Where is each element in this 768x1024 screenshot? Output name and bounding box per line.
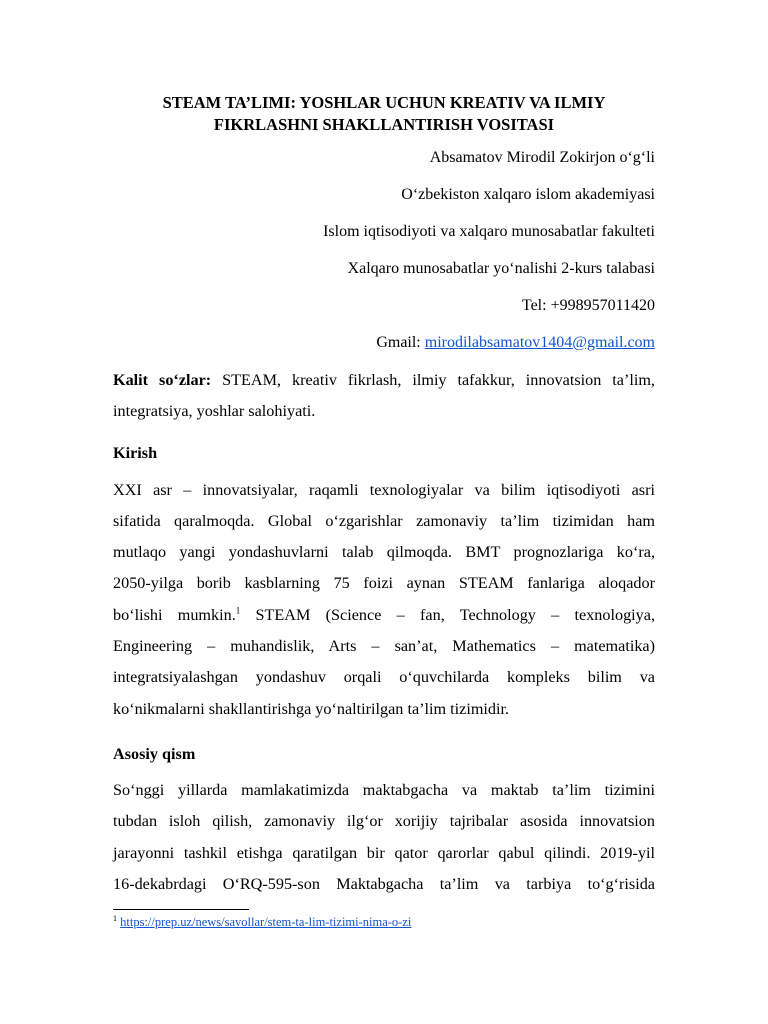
intro-line: 2050-yilga borib kasblarning 75 foizi aynan STEAM fanlariga aloqador: [113, 574, 655, 593]
keywords-line-1: [113, 365, 655, 396]
title-line-1: STEAM TA’LIMI: YOSHLAR UCHUN KREATIV VA ILMIY: [162, 93, 606, 112]
author-program: Xalqaro munosabatlar yo‘nalishi 2-kurs talabasi: [347, 260, 655, 277]
main-line: tubdan isloh qilish, zamonaviy ilg‘or xorijiy tajribalar asosida innovatsion: [113, 812, 655, 831]
paper-title: [113, 92, 655, 136]
gmail-label: Gmail:: [376, 334, 425, 351]
author-tel: Tel: +998957011420: [521, 297, 655, 314]
footnote-number: 1: [113, 913, 117, 923]
intro-line: [113, 600, 655, 631]
keywords-text-1: STEAM, kreativ fikrlash, ilmiy tafakkur, innovatsion ta’lim,: [211, 371, 655, 389]
gmail-link[interactable]: mirodilabsamatov1404@gmail.com: [424, 334, 655, 351]
intro-line: sifatida qaralmoqda. Global o‘zgarishlar zamonaviy ta’lim tizimidan ham: [113, 511, 655, 530]
main-line: So‘nggi yillarda mamlakatimizda maktabgacha va maktab ta’lim tizimini: [113, 780, 655, 799]
intro-heading: Kirish: [113, 443, 158, 462]
author-block: [113, 148, 655, 370]
intro-line: mutlaqo yangi yondashuvlarni talab qilmoqda. BMT prognozlariga ko‘ra,: [113, 543, 655, 562]
intro-line: integratsiyalashgan yondashuv orqali o‘quvchilarda kompleks bilim va: [113, 668, 655, 687]
author-name: Absamatov Mirodil Zokirjon o‘g‘li: [429, 149, 655, 166]
main-paragraph: [113, 775, 655, 900]
keywords-line-2: integratsiya, yoshlar salohiyati.: [113, 402, 316, 421]
title-line-2: FIKRLASHNI SHAKLLANTIRISH VOSITASI: [213, 115, 555, 134]
author-institution: O‘zbekiston xalqaro islom akademiyasi: [401, 186, 655, 203]
intro-paragraph: [113, 475, 655, 725]
keywords: [113, 365, 655, 428]
main-heading: Asosiy qism: [113, 744, 196, 763]
intro-line: ko‘nikmalarni shakllantirishga yo‘naltirilgan ta’lim tizimidir.: [113, 699, 510, 718]
intro-line: XXI asr – innovatsiyalar, raqamli texnologiyalar va bilim iqtisodiyoti asri: [113, 480, 655, 499]
footnote-divider: [113, 909, 249, 910]
paper-page: [113, 92, 655, 900]
footnote-link[interactable]: https://prep.uz/news/savollar/stem-ta-lim-tizimi-nima-o-zi: [120, 915, 412, 929]
author-faculty: Islom iqtisodiyoti va xalqaro munosabatlar fakulteti: [323, 223, 655, 240]
intro-line5-rest: STEAM (Science – fan, Technology – texnologiya,: [255, 605, 656, 624]
main-line: 16-dekabrdagi O‘RQ-595-son Maktabgacha ta’lim va tarbiya to‘g‘risida: [113, 874, 655, 893]
main-line: jarayonni tashkil etishga qaratilgan bir qator qarorlar qabul qilindi. 2019-yil: [113, 843, 655, 862]
footnote-ref[interactable]: 1: [235, 605, 241, 616]
keywords-label: Kalit so‘zlar:: [113, 371, 212, 389]
footnote: [113, 914, 411, 930]
intro-line: Engineering – muhandislik, Arts – san’at, Mathematics – matematika): [113, 637, 655, 656]
intro-line5-start: bo‘lishi mumkin.: [113, 605, 236, 624]
